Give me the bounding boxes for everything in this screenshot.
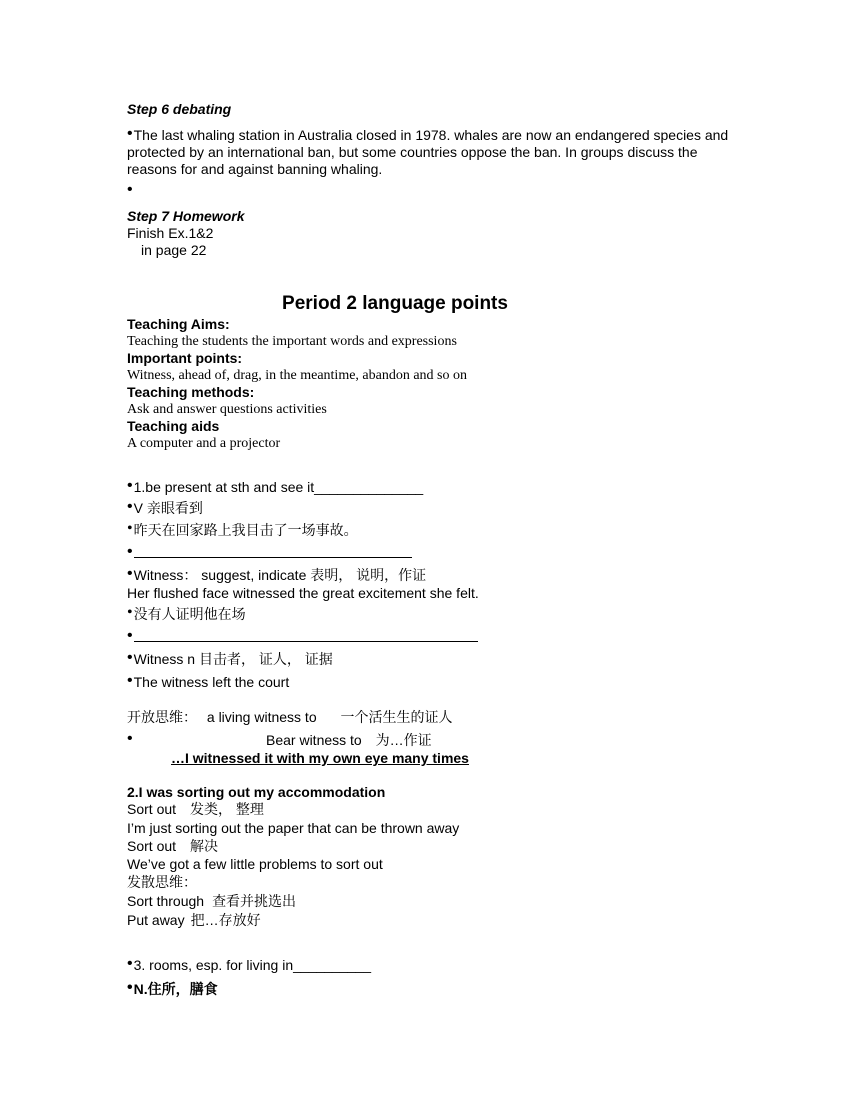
bullet-icon: • (127, 125, 133, 142)
witness-item5: Her flushed face witnessed the great excitement she felt. (127, 585, 479, 601)
points-text: Witness, ahead of, drag, in the meantime, abandon and so on (127, 368, 468, 383)
bear-phrase: Bear witness to (266, 732, 362, 748)
list-item (127, 732, 134, 749)
sort-line2: I’m just sorting out the paper that can be thrown away (127, 820, 460, 836)
bullet-icon: • (127, 477, 133, 494)
list-item (127, 957, 371, 974)
witness-item3: 昨天在回家路上我目击了一场事故。 (133, 524, 358, 539)
points-label: Important points: (127, 350, 243, 366)
sort-line6 (127, 893, 296, 910)
bullet-icon: • (127, 955, 133, 972)
bullet-icon: • (127, 565, 133, 582)
answer-blank (134, 629, 478, 642)
witness-item2: V 亲眼看到 (133, 500, 203, 516)
aids-label: Teaching aids (127, 418, 220, 434)
sort-l1-en: Sort out (127, 801, 177, 817)
bullet-icon: • (127, 627, 133, 644)
step6-paragraph (127, 127, 742, 178)
step7-heading: Step 7 Homework (127, 208, 245, 224)
methods-text: Ask and answer questions activities (127, 402, 327, 417)
list-item (127, 651, 333, 668)
list-item (127, 522, 358, 540)
sort-line7 (127, 912, 261, 929)
step6-heading: Step 6 debating (127, 101, 232, 117)
sort-l1-cn: 发类， 整理 (190, 801, 264, 817)
bullet-icon: • (127, 498, 133, 515)
open-label: 开放思维： (127, 709, 197, 725)
list-item (127, 674, 289, 691)
aims-text: Teaching the students the important words and expressions (127, 334, 457, 349)
open-phrase: a living witness to (206, 709, 317, 725)
list-item (127, 629, 478, 646)
list-item (127, 545, 412, 562)
list-item (127, 981, 218, 998)
open-cn: 一个活生生的证人 (340, 709, 453, 725)
bullet-icon: • (127, 181, 133, 198)
aims-label: Teaching Aims: (127, 316, 230, 332)
sort-heading: 2.I was sorting out my accommodation (127, 784, 386, 800)
methods-label: Teaching methods: (127, 384, 255, 400)
step7-line1: Finish Ex.1&2 (127, 225, 214, 241)
witness-item8: The witness left the court (133, 674, 290, 690)
sort-l3-en: Sort out (127, 838, 177, 854)
list-item (127, 567, 426, 584)
witness-item7: Witness n 目击者， 证人， 证据 (133, 651, 333, 667)
witness-example (127, 750, 469, 767)
answer-blank (134, 545, 412, 558)
list-item (127, 606, 246, 624)
sort-l6-en: Sort through (127, 893, 205, 909)
bullet-icon: • (127, 672, 133, 689)
witness-item4: Witness： suggest, indicate 表明， 说明，作证 (133, 567, 427, 583)
bullet-icon: • (127, 730, 133, 747)
bullet-icon: • (127, 649, 133, 666)
step6-paragraph-text: The last whaling station in Australia closed in 1978. whales are now an endangered species and protected by an international ban, but some countries oppose the ban. In groups discuss the reasons for and against banning whaling. (127, 127, 729, 177)
acc-item1: 3. rooms, esp. for living in__________ (133, 957, 371, 973)
bullet-icon: • (127, 520, 133, 537)
open-thinking-line (127, 709, 453, 726)
aids-text: A computer and a projector (127, 436, 281, 451)
empty-bullet (127, 183, 134, 200)
bullet-icon: • (127, 543, 133, 560)
witness-item6: 没有人证明他在场 (133, 608, 246, 623)
list-item (127, 500, 203, 517)
sort-line4: We’ve got a few little problems to sort out (127, 856, 383, 872)
list-item (127, 479, 423, 496)
bear-cn: 为…作证 (375, 732, 432, 748)
sort-line5: 发散思维： (127, 874, 197, 890)
sort-l7-cn: 把…存放好 (190, 912, 261, 928)
sort-line3 (127, 838, 218, 855)
sort-line1 (127, 801, 264, 818)
sort-l6-cn: 查看并挑选出 (212, 893, 297, 909)
step7-line2: in page 22 (141, 242, 207, 258)
acc-item2: N.住所，膳食 (133, 981, 218, 997)
bear-witness-line (266, 732, 432, 749)
sort-l3-cn: 解决 (190, 838, 219, 854)
page-title: Period 2 language points (282, 293, 508, 314)
witness-item1: 1.be present at sth and see it______________ (133, 479, 424, 495)
sort-l7-en: Put away (127, 912, 185, 928)
bullet-icon: • (127, 604, 133, 621)
witness-example-text: …I witnessed it with my own eye many times (171, 750, 469, 766)
bullet-icon: • (127, 979, 133, 996)
